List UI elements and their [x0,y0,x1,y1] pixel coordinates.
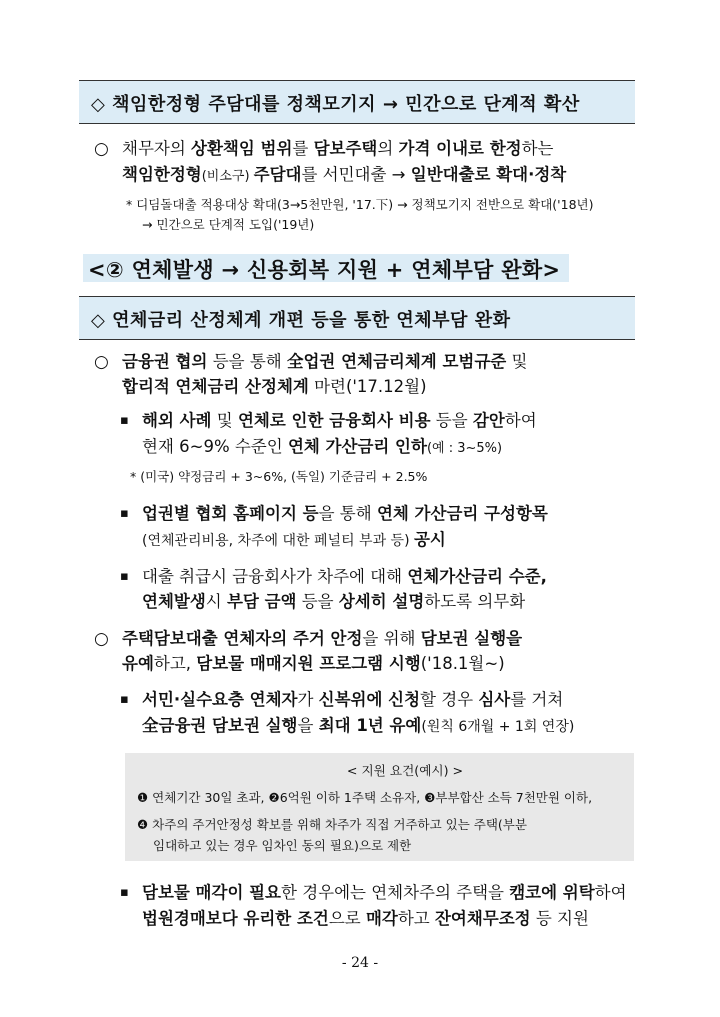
text-line: 대출 취급시 금융회사가 차주에 대해 연체가산금리 수준, [142,567,547,586]
footnote: → 민간으로 단계적 도입('19년) [142,217,315,232]
footnote: * (미국) 약정금리 + 3~6%, (독일) 기준금리 + 2.5% [130,469,428,484]
page-number: - 24 - [341,955,379,971]
section-title-2: ◇ 연체금리 산정체계 개편 등을 통한 연체부담 완화 [91,310,511,331]
text-line: 해외 사례 및 연체로 인한 금융회사 비용 등을 감안하여 [142,411,537,430]
text-line: 금융권 협의 등을 통해 全업권 연체금리체계 모범규준 및 [122,352,528,371]
requirement-line: 임대하고 있는 경우 임차인 동의 필요)으로 제한 [153,838,412,853]
text-line: 담보물 매각이 필요한 경우에는 연체차주의 주택을 캠코에 위탁하여 [142,883,627,902]
bullet-square: ▪ [120,885,129,900]
text-line: 채무자의 상환책임 범위를 담보주택의 가격 이내로 한정하는 [122,139,554,158]
bullet-square: ▪ [120,506,129,521]
requirement-line: ❹ 차주의 주거안정성 확보를 위해 차주가 직접 거주하고 있는 주택(부분 [137,817,527,832]
bullet-square: ▪ [120,413,129,428]
requirement-line: ❶ 연체기간 30일 초과, ❷6억원 이하 1주택 소유자, ❸부부합산 소득 7천만원 이하, [137,790,593,805]
requirements-title: < 지원 요건(예시) > [346,763,464,778]
bullet-square: ▪ [120,569,129,584]
bullet-circle: ○ [94,139,109,159]
text-line: 주택담보대출 연체자의 주거 안정을 위해 담보권 실행을 [122,629,523,648]
text-line: (연체관리비용, 차주에 대한 페널티 부과 등) 공시 [142,530,446,549]
part-title: <② 연체발생 → 신용회복 지원 + 연체부담 완화> [88,258,561,282]
text-line: 업권별 협회 홈페이지 등을 통해 연체 가산금리 구성항목 [142,504,548,523]
section-header-2 [79,296,635,340]
bullet-circle: ○ [94,352,109,372]
text-line: 현재 6~9% 수준인 연체 가산금리 인하(예 : 3~5%) [142,437,503,456]
text-line: 全금융권 담보권 실행을 최대 1년 유예(원칙 6개월 + 1회 연장) [142,716,575,735]
bullet-square: ▪ [120,692,129,707]
section-title-1: ◇ 책임한정형 주담대를 정책모기지 → 민간으로 단계적 확산 [91,94,580,115]
footnote: * 디딤돌대출 적용대상 확대(3→5천만원, '17.下) → 정책모기지 전반으로 확대('18년) [126,197,594,212]
text-line: 유예하고, 담보물 매매지원 프로그램 시행('18.1월~) [122,654,505,673]
section-header-1 [79,80,635,124]
text-line: 책임한정형(비소구) 주담대를 서민대출 → 일반대출로 확대·정착 [122,165,567,184]
text-line: 연체발생시 부담 금액 등을 상세히 설명하도록 의무화 [142,592,526,611]
text-line: 법원경매보다 유리한 조건으로 매각하고 잔여채무조정 등 지원 [142,909,589,928]
text-line: 서민·실수요층 연체자가 신복위에 신청할 경우 심사를 거쳐 [142,690,564,709]
text-line: 합리적 연체금리 산정체계 마련('17.12월) [122,377,427,396]
bullet-circle: ○ [94,629,109,649]
